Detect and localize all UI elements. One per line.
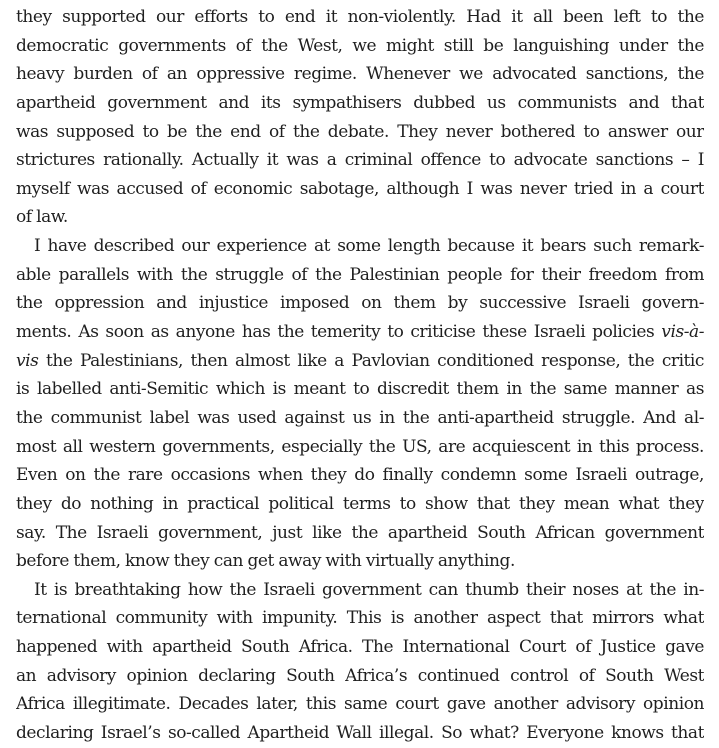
text-segment: ments. As soon as anyone has the temerity to criticise these Israeli policies: [16, 322, 662, 343]
text-segment: declaring Israel’s so-called Apartheid Wall illegal. So what? Everyone knows that: [16, 723, 704, 744]
text-line: [16, 604, 704, 633]
text-segment: an advisory opinion declaring South Africa’s continued control of South West: [16, 665, 704, 686]
text-segment: strictures rationally. Actually it was a criminal offence to advocate sanctions – I: [16, 150, 704, 171]
text-segment: of law.: [16, 207, 68, 228]
text-segment: was supposed to be the end of the debate. They never bothered to answer our: [16, 121, 704, 142]
text-line: [16, 461, 704, 490]
text-segment: they do nothing in practical political terms to show that they mean what they: [16, 493, 704, 514]
italic-text: vis-à-: [661, 322, 704, 343]
text-line: [16, 32, 704, 61]
text-segment: democratic governments of the West, we might still be languishing under the: [16, 35, 704, 56]
text-line: [16, 3, 704, 32]
text-segment: the communist label was used against us in the anti-apartheid struggle. And al-: [16, 407, 704, 428]
text-line: [16, 690, 704, 719]
text-segment: able parallels with the struggle of the Palestinian people for their freedom from: [16, 264, 704, 285]
text-line: [16, 719, 704, 748]
text-line: [16, 118, 704, 147]
text-segment: Africa illegitimate. Decades later, this same court gave another advisory opinion: [16, 694, 704, 715]
text-line: [16, 60, 704, 89]
text-line: [16, 261, 704, 290]
text-segment: is labelled anti-Semitic which is meant to discredit them in the same manner as: [16, 379, 704, 400]
text-line: [16, 318, 704, 347]
text-line: [16, 146, 704, 175]
text-line: [16, 232, 704, 261]
text-line: [16, 175, 704, 204]
text-line: [16, 289, 704, 318]
text-segment: most all western governments, especially the US, are acquiescent in this process.: [16, 436, 704, 457]
italic-text: vis: [16, 350, 39, 371]
text-segment: myself was accused of economic sabotage, although I was never tried in a court: [16, 178, 704, 199]
text-segment: I have described our experience at some length because it bears such remark-: [34, 236, 704, 257]
text-segment: before them, know they can get away with virtually anything.: [16, 551, 515, 572]
text-segment: ternational community with impunity. This is another aspect that mirrors what: [16, 608, 704, 629]
text-segment: happened with apartheid South Africa. The International Court of Justice gave: [16, 637, 704, 658]
text-line: [16, 347, 704, 376]
document-page: [16, 3, 704, 748]
text-line: [16, 633, 704, 662]
paragraph: [16, 232, 704, 576]
text-segment: It is breathtaking how the Israeli government can thumb their noses at the in-: [34, 579, 704, 600]
paragraph: [16, 3, 704, 232]
text-line: [16, 547, 704, 576]
text-line: [16, 519, 704, 548]
text-line: [16, 404, 704, 433]
text-line: [16, 662, 704, 691]
text-segment: they supported our efforts to end it non-violently. Had it all been left to the: [16, 7, 704, 27]
text-segment: Even on the rare occasions when they do finally condemn some Israeli outrage,: [16, 465, 704, 486]
text-segment: say. The Israeli government, just like the apartheid South African government: [16, 522, 704, 543]
text-segment: the oppression and injustice imposed on them by successive Israeli govern-: [16, 293, 704, 314]
text-segment: the Palestinians, then almost like a Pavlovian conditioned response, the critic: [38, 350, 704, 371]
text-line: [16, 433, 704, 462]
text-line: [16, 89, 704, 118]
text-line: [16, 576, 704, 605]
text-line: [16, 375, 704, 404]
text-segment: heavy burden of an oppressive regime. Whenever we advocated sanctions, the: [16, 64, 704, 85]
paragraph: [16, 576, 704, 748]
text-line: [16, 490, 704, 519]
text-line: [16, 203, 704, 232]
text-segment: apartheid government and its sympathisers dubbed us communists and that: [16, 92, 704, 113]
